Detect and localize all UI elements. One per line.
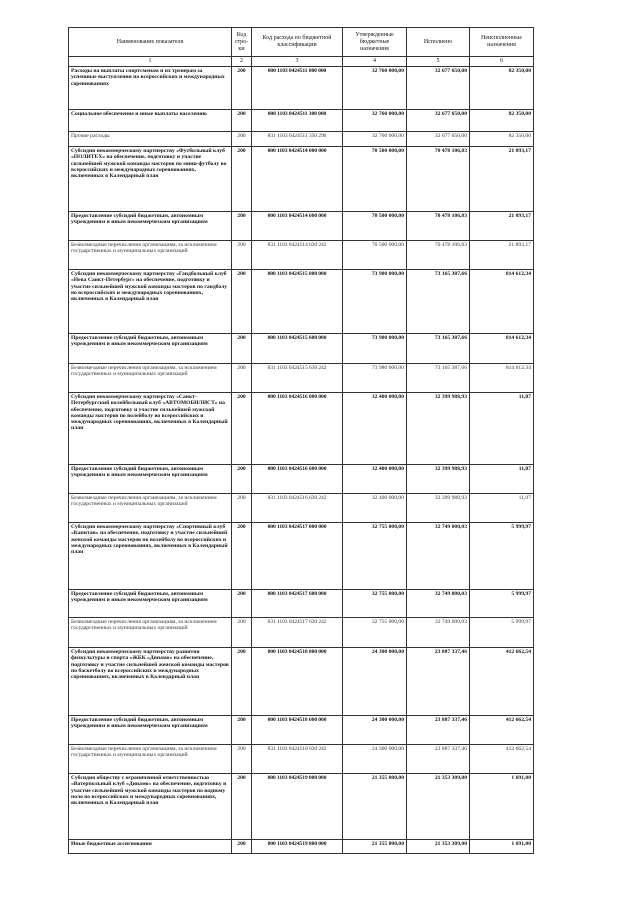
row-code-cell: 200 <box>232 212 252 241</box>
row-unexecuted-cell: 21 893,17 <box>470 147 534 212</box>
row-executed-cell: 73 165 387,66 <box>407 364 470 393</box>
table-row <box>69 745 534 774</box>
table-row <box>69 465 534 494</box>
col-number: 4 <box>343 57 407 67</box>
row-executed-cell: 32 677 650,00 <box>407 132 470 147</box>
row-name-cell: Прочие расходы <box>69 132 232 147</box>
row-name-cell: Предоставление субсидий бюджетным, автономным учреждениям и иным некоммерческим организациям <box>69 590 232 618</box>
row-code-cell: 200 <box>232 774 252 840</box>
col-number: 2 <box>232 57 252 67</box>
row-classification-cell: 000 1103 0424511 300 000 <box>252 110 343 132</box>
row-classification-cell: 000 1103 0424518 000 000 <box>252 648 343 716</box>
row-unexecuted-cell: 5 999,97 <box>470 618 534 648</box>
row-approved-cell: 32 760 000,00 <box>343 110 407 132</box>
row-executed-cell: 32 399 988,93 <box>407 494 470 523</box>
row-approved-cell: 70 500 000,00 <box>343 241 407 270</box>
row-unexecuted-cell: 412 662,54 <box>470 745 534 774</box>
row-executed-cell: 73 165 387,66 <box>407 270 470 334</box>
row-approved-cell: 21 355 000,00 <box>343 774 407 840</box>
row-unexecuted-cell: 814 612,34 <box>470 270 534 334</box>
row-name-cell: Иные бюджетные ассигнования <box>69 840 232 854</box>
row-classification-cell: 831 1103 0424516 630 242 <box>252 494 343 523</box>
row-executed-cell: 32 749 000,03 <box>407 523 470 590</box>
table-row <box>69 270 534 334</box>
row-approved-cell: 73 980 000,00 <box>343 364 407 393</box>
row-approved-cell: 70 500 000,00 <box>343 147 407 212</box>
row-name-cell: Субсидия некоммерческому партнерству «Футбольный клуб «ПОЛИТЕХ» на обеспечение, подготовку и участие сильнейшей мужской команды мастеров по мини-футболу во всероссийских и международных соревнованиях, включенных в Календарный план <box>69 147 232 212</box>
row-name-cell: Безвозмездные перечисления организациям, за исключением государственных и муниципальных организаций <box>69 618 232 648</box>
row-executed-cell: 70 478 106,83 <box>407 241 470 270</box>
row-classification-cell: 000 1103 0424517 000 000 <box>252 523 343 590</box>
row-code-cell: 200 <box>232 716 252 745</box>
table-body <box>69 67 534 854</box>
row-classification-cell: 000 1103 0424514 000 000 <box>252 147 343 212</box>
row-name-cell: Безвозмездные перечисления организациям, за исключением государственных и муниципальных организаций <box>69 494 232 523</box>
row-unexecuted-cell: 1 691,00 <box>470 774 534 840</box>
col-header-classification: Код расхода по бюджетной классификации <box>252 28 343 57</box>
table-row <box>69 716 534 745</box>
row-classification-cell: 000 1103 0424515 600 000 <box>252 334 343 364</box>
row-executed-cell: 70 478 106,83 <box>407 147 470 212</box>
table-row <box>69 494 534 523</box>
row-unexecuted-cell: 11,07 <box>470 393 534 465</box>
row-code-cell: 200 <box>232 147 252 212</box>
row-classification-cell: 000 1103 0424519 000 000 <box>252 774 343 840</box>
row-executed-cell: 32 399 988,93 <box>407 393 470 465</box>
table-row <box>69 590 534 618</box>
row-executed-cell: 32 677 650,00 <box>407 67 470 110</box>
row-classification-cell: 831 1103 0424515 630 242 <box>252 364 343 393</box>
row-code-cell: 200 <box>232 523 252 590</box>
column-number-row <box>69 57 534 67</box>
row-name-cell: Субсидия некоммерческому партнерству «Спортивный клуб «Капитан» на обеспечение, подготовку и участие сильнейшей женской команды мастеров по волейболу во всероссийских и международных соревнованиях, включенных в Календарный план <box>69 523 232 590</box>
row-approved-cell: 24 300 000,00 <box>343 648 407 716</box>
row-classification-cell: 000 1103 0424514 600 000 <box>252 212 343 241</box>
table-row <box>69 364 534 393</box>
row-executed-cell: 32 749 000,03 <box>407 590 470 618</box>
table-row <box>69 67 534 110</box>
row-code-cell: 200 <box>232 241 252 270</box>
table-row <box>69 523 534 590</box>
row-approved-cell: 24 300 000,00 <box>343 716 407 745</box>
row-unexecuted-cell: 412 662,54 <box>470 716 534 745</box>
row-name-cell: Безвозмездные перечисления организациям, за исключением государственных и муниципальных организаций <box>69 364 232 393</box>
col-header-name: Наименование показателя <box>69 28 232 57</box>
row-name-cell: Предоставление субсидий бюджетным, автономным учреждениям и иным некоммерческим организациям <box>69 465 232 494</box>
row-approved-cell: 32 755 000,00 <box>343 523 407 590</box>
row-unexecuted-cell: 82 350,00 <box>470 67 534 110</box>
row-executed-cell: 32 749 000,03 <box>407 618 470 648</box>
col-header-executed: Исполнено <box>407 28 470 57</box>
row-classification-cell: 831 1103 0424518 630 242 <box>252 745 343 774</box>
row-classification-cell: 831 1103 0424514 630 242 <box>252 241 343 270</box>
row-name-cell: Предоставление субсидий бюджетным, автономным учреждениям и иным некоммерческим организациям <box>69 334 232 364</box>
row-executed-cell: 32 399 988,93 <box>407 465 470 494</box>
col-header-approved: Утвержденные бюджетные назначения <box>343 28 407 57</box>
row-approved-cell: 21 355 000,00 <box>343 840 407 854</box>
row-unexecuted-cell: 11,07 <box>470 465 534 494</box>
col-number: 5 <box>407 57 470 67</box>
row-approved-cell: 32 400 000,00 <box>343 393 407 465</box>
table-row <box>69 618 534 648</box>
table-row <box>69 334 534 364</box>
table-row <box>69 774 534 840</box>
row-approved-cell: 32 400 000,00 <box>343 494 407 523</box>
row-code-cell: 200 <box>232 334 252 364</box>
row-classification-cell: 000 1103 0424516 600 000 <box>252 465 343 494</box>
row-name-cell: Расходы на выплаты спортсменам и их тренерам за успешные выступления на всероссийских и международных соревнованиях <box>69 67 232 110</box>
table-row <box>69 147 534 212</box>
row-name-cell: Субсидия некоммерческому партнерству развития физкультуры и спорта «ЖБК «Динамо» на обеспечение, подготовку и участие сильнейшей женской команды мастеров по баскетболу во всероссийских и международных соревнованиях, включенных в Календарный план <box>69 648 232 716</box>
row-classification-cell: 831 1103 0424517 630 242 <box>252 618 343 648</box>
row-executed-cell: 70 478 106,83 <box>407 212 470 241</box>
row-executed-cell: 21 353 309,00 <box>407 774 470 840</box>
row-code-cell: 200 <box>232 110 252 132</box>
row-classification-cell: 000 1103 0424519 800 000 <box>252 840 343 854</box>
row-approved-cell: 32 760 000,00 <box>343 67 407 110</box>
header-row <box>69 28 534 57</box>
row-executed-cell: 32 677 650,00 <box>407 110 470 132</box>
col-number: 3 <box>252 57 343 67</box>
row-code-cell: 200 <box>232 270 252 334</box>
row-approved-cell: 73 980 000,00 <box>343 270 407 334</box>
row-classification-cell: 000 1103 0424516 000 000 <box>252 393 343 465</box>
table-row <box>69 110 534 132</box>
col-number: 1 <box>69 57 232 67</box>
row-unexecuted-cell: 82 350,00 <box>470 110 534 132</box>
table-row <box>69 212 534 241</box>
row-classification-cell: 000 1103 0424515 000 000 <box>252 270 343 334</box>
row-name-cell: Безвозмездные перечисления организациям, за исключением государственных и муниципальных организаций <box>69 745 232 774</box>
col-header-unexecuted: Неисполненные назначения <box>470 28 534 57</box>
row-classification-cell: 000 1103 0424511 000 000 <box>252 67 343 110</box>
row-executed-cell: 23 887 337,46 <box>407 648 470 716</box>
row-classification-cell: 000 1103 0424517 600 000 <box>252 590 343 618</box>
row-code-cell: 200 <box>232 745 252 774</box>
row-unexecuted-cell: 11,07 <box>470 494 534 523</box>
row-code-cell: 200 <box>232 840 252 854</box>
row-code-cell: 200 <box>232 648 252 716</box>
col-number: 6 <box>470 57 534 67</box>
row-executed-cell: 23 887 337,46 <box>407 745 470 774</box>
row-code-cell: 200 <box>232 465 252 494</box>
row-classification-cell: 000 1103 0424518 600 000 <box>252 716 343 745</box>
table-row <box>69 840 534 854</box>
row-unexecuted-cell: 412 662,54 <box>470 648 534 716</box>
row-approved-cell: 32 755 000,00 <box>343 590 407 618</box>
row-code-cell: 200 <box>232 67 252 110</box>
row-unexecuted-cell: 5 999,97 <box>470 590 534 618</box>
row-unexecuted-cell: 814 612,34 <box>470 334 534 364</box>
row-code-cell: 200 <box>232 132 252 147</box>
row-approved-cell: 70 500 000,00 <box>343 212 407 241</box>
table-row <box>69 648 534 716</box>
row-approved-cell: 32 400 000,00 <box>343 465 407 494</box>
row-name-cell: Безвозмездные перечисления организациям, за исключением государственных и муниципальных организаций <box>69 241 232 270</box>
table-row <box>69 393 534 465</box>
row-approved-cell: 73 980 000,00 <box>343 334 407 364</box>
row-code-cell: 200 <box>232 590 252 618</box>
row-unexecuted-cell: 5 999,97 <box>470 523 534 590</box>
row-name-cell: Предоставление субсидий бюджетным, автономным учреждениям и иным некоммерческим организациям <box>69 212 232 241</box>
table-row <box>69 132 534 147</box>
row-code-cell: 200 <box>232 393 252 465</box>
row-unexecuted-cell: 814 612,34 <box>470 364 534 393</box>
row-code-cell: 200 <box>232 494 252 523</box>
row-unexecuted-cell: 1 691,00 <box>470 840 534 854</box>
row-name-cell: Субсидия обществу с ограниченной ответственностью «Ватерпольный клуб «Динамо» на обеспечение, подготовку и участие сильнейшей мужской команды мастеров по водному поло во всероссийских и международных соревнованиях, включенных в Календарный план <box>69 774 232 840</box>
row-name-cell: Предоставление субсидий бюджетным, автономным учреждениям и иным некоммерческим организациям <box>69 716 232 745</box>
row-unexecuted-cell: 21 893,17 <box>470 212 534 241</box>
expenditure-table <box>68 27 534 854</box>
row-executed-cell: 23 887 337,46 <box>407 716 470 745</box>
row-name-cell: Социальное обеспечение и иные выплаты населению <box>69 110 232 132</box>
row-code-cell: 200 <box>232 364 252 393</box>
row-executed-cell: 73 165 387,66 <box>407 334 470 364</box>
table-row <box>69 241 534 270</box>
row-unexecuted-cell: 82 350,00 <box>470 132 534 147</box>
row-unexecuted-cell: 21 893,17 <box>470 241 534 270</box>
row-code-cell: 200 <box>232 618 252 648</box>
row-name-cell: Субсидия некоммерческому партнерству «Санкт-Петербургский волейбольный клуб «АВТОМОБИЛИСТ» на обеспечение, подготовку и участие сильнейшей мужской команды мастеров по волейболу во всероссийских и международных соревнованиях, включенных в Календарный план <box>69 393 232 465</box>
row-name-cell: Субсидия некоммерческому партнерству «Гандбольный клуб «Нева Санкт-Петербург» на обеспечение, подготовку и участие сильнейшей мужской команды мастеров по гандболу во всероссийских и международных соревнованиях, включенных в Календарный план <box>69 270 232 334</box>
row-approved-cell: 24 300 000,00 <box>343 745 407 774</box>
row-approved-cell: 32 760 000,00 <box>343 132 407 147</box>
row-executed-cell: 21 353 309,00 <box>407 840 470 854</box>
row-approved-cell: 32 755 000,00 <box>343 618 407 648</box>
row-classification-cell: 831 1103 0424511 350 290 <box>252 132 343 147</box>
col-header-code: Код стро-ки <box>232 28 252 57</box>
